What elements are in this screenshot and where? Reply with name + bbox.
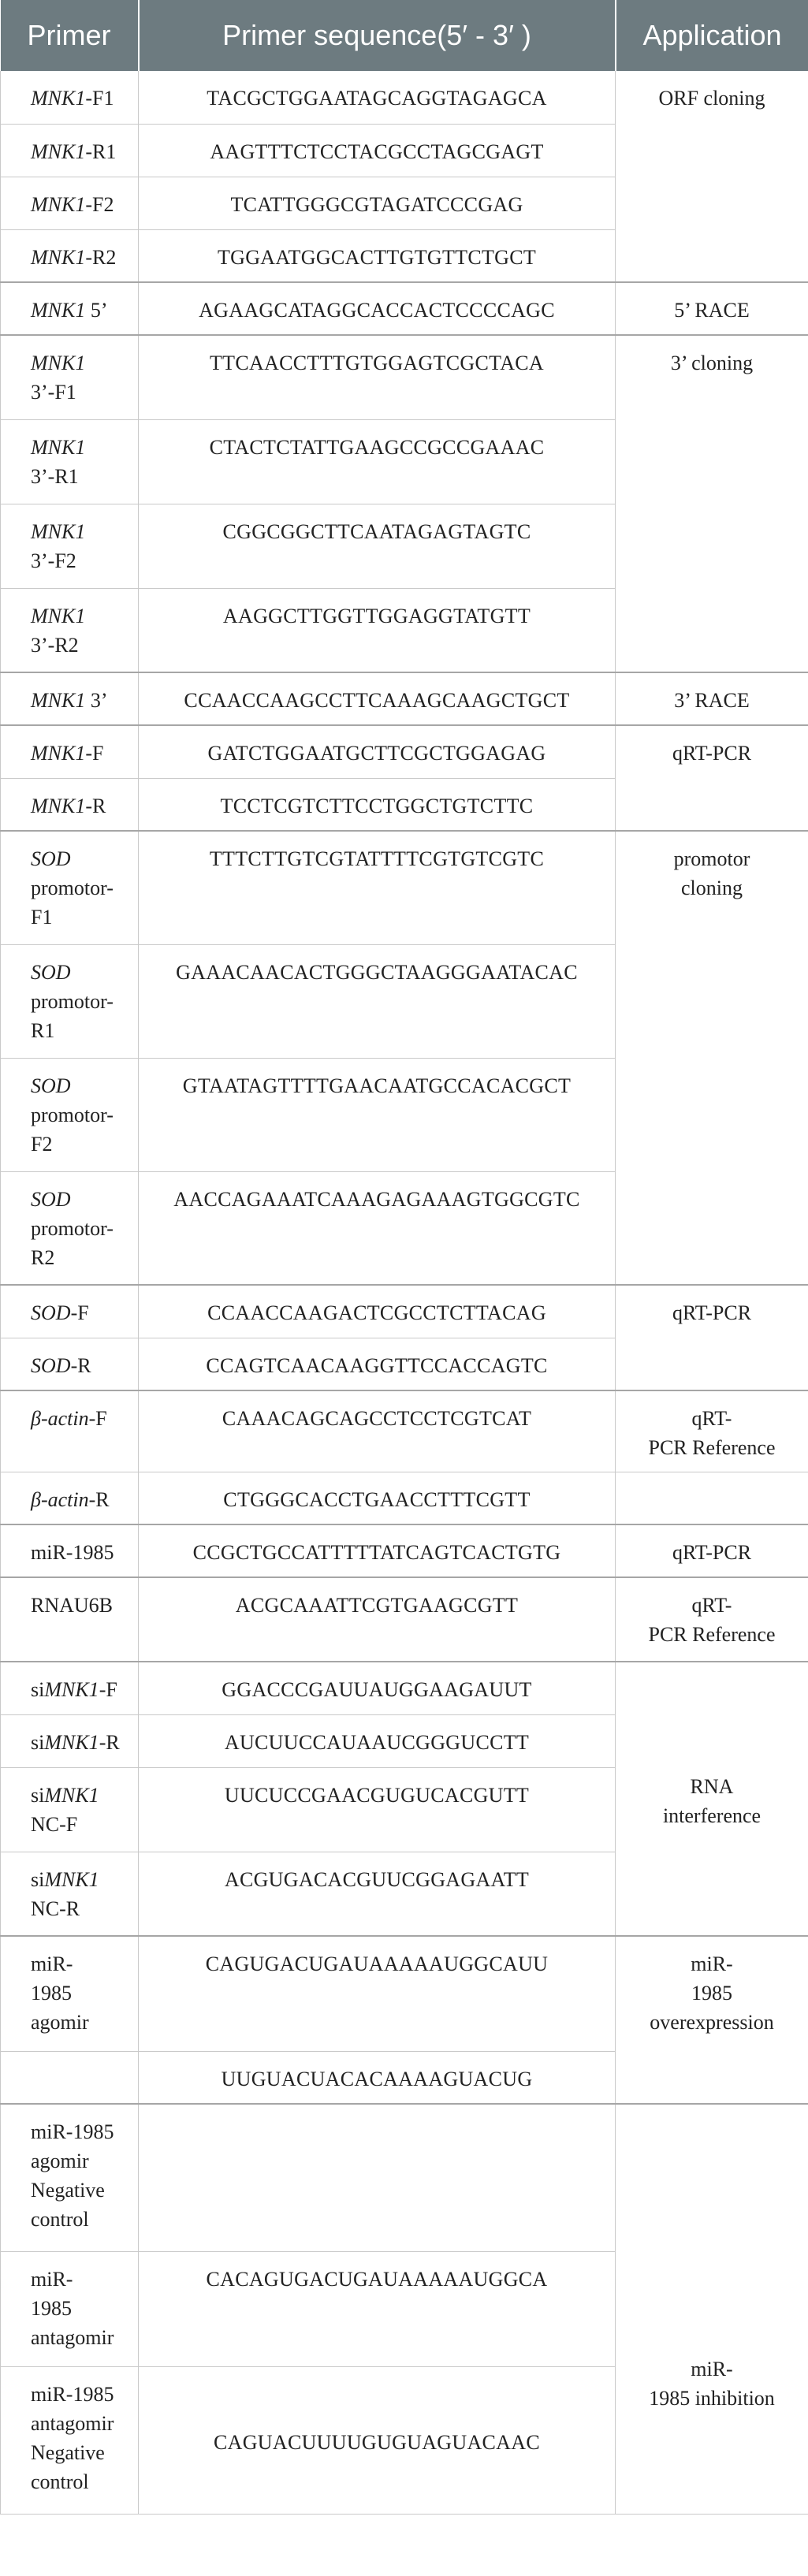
application-cell: miR- 1985 overexpression [616, 1936, 808, 2104]
header-primer: Primer [1, 0, 139, 71]
primer-name: miR-1985 antagomir Negative control [1, 2366, 139, 2514]
primer-sequence: TGGAATGGCACTTGTGTTCTGCT [139, 229, 616, 282]
primer-sequence: CTGGGCACCTGAACCTTTCGTT [139, 1472, 616, 1524]
primer-sequence: AGAAGCATAGGCACCACTCCCCAGC [139, 282, 616, 335]
primer-name: miR- 1985 agomir [1, 1936, 139, 2051]
primer-sequence: GATCTGGAATGCTTCGCTGGAGAG [139, 725, 616, 778]
primer-name: siMNK1-R [1, 1714, 139, 1767]
primer-name: RNAU6B [1, 1577, 139, 1662]
application-cell: qRT- PCR Reference [616, 1577, 808, 1662]
primer-name: MNK1 3’ [1, 672, 139, 725]
primer-sequence: CCAGTCAACAAGGTTCCACCAGTC [139, 1338, 616, 1390]
application-cell [616, 1472, 808, 1524]
application-cell: RNA interference [616, 1662, 808, 1936]
primer-sequence: GGACCCGAUUAUGGAAGAUUT [139, 1662, 616, 1714]
primer-sequence: AAGTTTCTCCTACGCCTAGCGAGT [139, 124, 616, 177]
primer-sequence [139, 2104, 616, 2251]
primer-name: MNK1 3’-R2 [1, 588, 139, 672]
table-row [1, 282, 808, 335]
table-row [1, 2104, 808, 2251]
table-row [1, 1285, 808, 1338]
primer-name: siMNK1 NC-F [1, 1767, 139, 1852]
primer-name: MNK1-F2 [1, 177, 139, 229]
primer-sequence: CAGUACUUUUGUGUAGUACAAC [139, 2366, 616, 2514]
primer-sequence: UUGUACUACACAAAAGUACUG [139, 2051, 616, 2104]
primer-name: SOD promotor- R2 [1, 1171, 139, 1285]
primer-name: MNK1-F1 [1, 71, 139, 124]
header-row [1, 0, 808, 71]
primer-name: MNK1 5’ [1, 282, 139, 335]
primer-name: siMNK1-F [1, 1662, 139, 1714]
primer-name: MNK1-R2 [1, 229, 139, 282]
primer-name: MNK1-R [1, 778, 139, 831]
primer-name: MNK1 3’-F1 [1, 335, 139, 419]
table-row [1, 1936, 808, 2051]
primer-sequence: AACCAGAAATCAAAGAGAAAGTGGCGTC [139, 1171, 616, 1285]
application-cell: 5’ RACE [616, 282, 808, 335]
primer-sequence: CCAACCAAGCCTTCAAAGCAAGCTGCT [139, 672, 616, 725]
primer-name: MNK1 3’-R1 [1, 419, 139, 504]
primer-sequence: TTTCTTGTCGTATTTTCGTGTCGTC [139, 831, 616, 944]
primer-sequence: CAGUGACUGAUAAAAAUGGCAUU [139, 1936, 616, 2051]
primer-sequence: TTCAACCTTTGTGGAGTCGCTACA [139, 335, 616, 419]
table-row [1, 1662, 808, 1714]
primer-sequence: CCGCTGCCATTTTTATCAGTCACTGTG [139, 1524, 616, 1577]
primer-name: siMNK1 NC-R [1, 1852, 139, 1936]
primer-sequence: CTACTCTATTGAAGCCGCCGAAAC [139, 419, 616, 504]
primer-name: SOD promotor- F1 [1, 831, 139, 944]
primer-name: β-actin-F [1, 1390, 139, 1472]
application-cell: qRT- PCR Reference [616, 1390, 808, 1472]
primer-name: MNK1-R1 [1, 124, 139, 177]
primer-sequence: GAAACAACACTGGGCTAAGGGAATACAC [139, 944, 616, 1058]
table-row [1, 71, 808, 124]
primer-sequence: ACGUGACACGUUCGGAGAATT [139, 1852, 616, 1936]
primer-name: MNK1-F [1, 725, 139, 778]
application-cell: qRT-PCR [616, 1285, 808, 1390]
table-row [1, 1524, 808, 1577]
primer-sequence: TCCTCGTCTTCCTGGCTGTCTTC [139, 778, 616, 831]
primer-sequence: CAAACAGCAGCCTCCTCGTCAT [139, 1390, 616, 1472]
table-row [1, 1472, 808, 1524]
primer-sequence: CACAGUGACUGAUAAAAAUGGCA [139, 2251, 616, 2366]
primer-name: miR-1985 [1, 1524, 139, 1577]
application-cell: miR- 1985 inhibition [616, 2104, 808, 2514]
primer-sequence: CCAACCAAGACTCGCCTCTTACAG [139, 1285, 616, 1338]
application-cell: qRT-PCR [616, 725, 808, 831]
primer-name: miR-1985 agomir Negative control [1, 2104, 139, 2251]
primer-sequence: CGGCGGCTTCAATAGAGTAGTC [139, 504, 616, 588]
primer-name: SOD-R [1, 1338, 139, 1390]
application-cell: 3’ RACE [616, 672, 808, 725]
primer-name: β-actin-R [1, 1472, 139, 1524]
table-row [1, 672, 808, 725]
header-sequence: Primer sequence(5′ - 3′ ) [139, 0, 616, 71]
primer-sequence: AAGGCTTGGTTGGAGGTATGTT [139, 588, 616, 672]
table-row [1, 1390, 808, 1472]
primer-sequence: AUCUUCCAUAAUCGGGUCCTT [139, 1714, 616, 1767]
primer-name: SOD promotor- R1 [1, 944, 139, 1058]
header-application: Application [616, 0, 808, 71]
table-row [1, 831, 808, 944]
primer-sequence: ACGCAAATTCGTGAAGCGTT [139, 1577, 616, 1662]
primer-name: SOD-F [1, 1285, 139, 1338]
primer-name: MNK1 3’-F2 [1, 504, 139, 588]
primer-sequence: TACGCTGGAATAGCAGGTAGAGCA [139, 71, 616, 124]
primer-name [1, 2051, 139, 2104]
table-row [1, 725, 808, 778]
application-cell: 3’ cloning [616, 335, 808, 672]
application-cell: qRT-PCR [616, 1524, 808, 1577]
primer-name: SOD promotor- F2 [1, 1058, 139, 1171]
primer-name: miR- 1985 antagomir [1, 2251, 139, 2366]
table-row [1, 1577, 808, 1662]
primer-sequence: UUCUCCGAACGUGUCACGUTT [139, 1767, 616, 1852]
application-cell: ORF cloning [616, 71, 808, 282]
application-cell: promotor cloning [616, 831, 808, 1285]
table-row [1, 335, 808, 419]
primer-sequence: GTAATAGTTTTGAACAATGCCACACGCT [139, 1058, 616, 1171]
primer-sequence: TCATTGGGCGTAGATCCCGAG [139, 177, 616, 229]
